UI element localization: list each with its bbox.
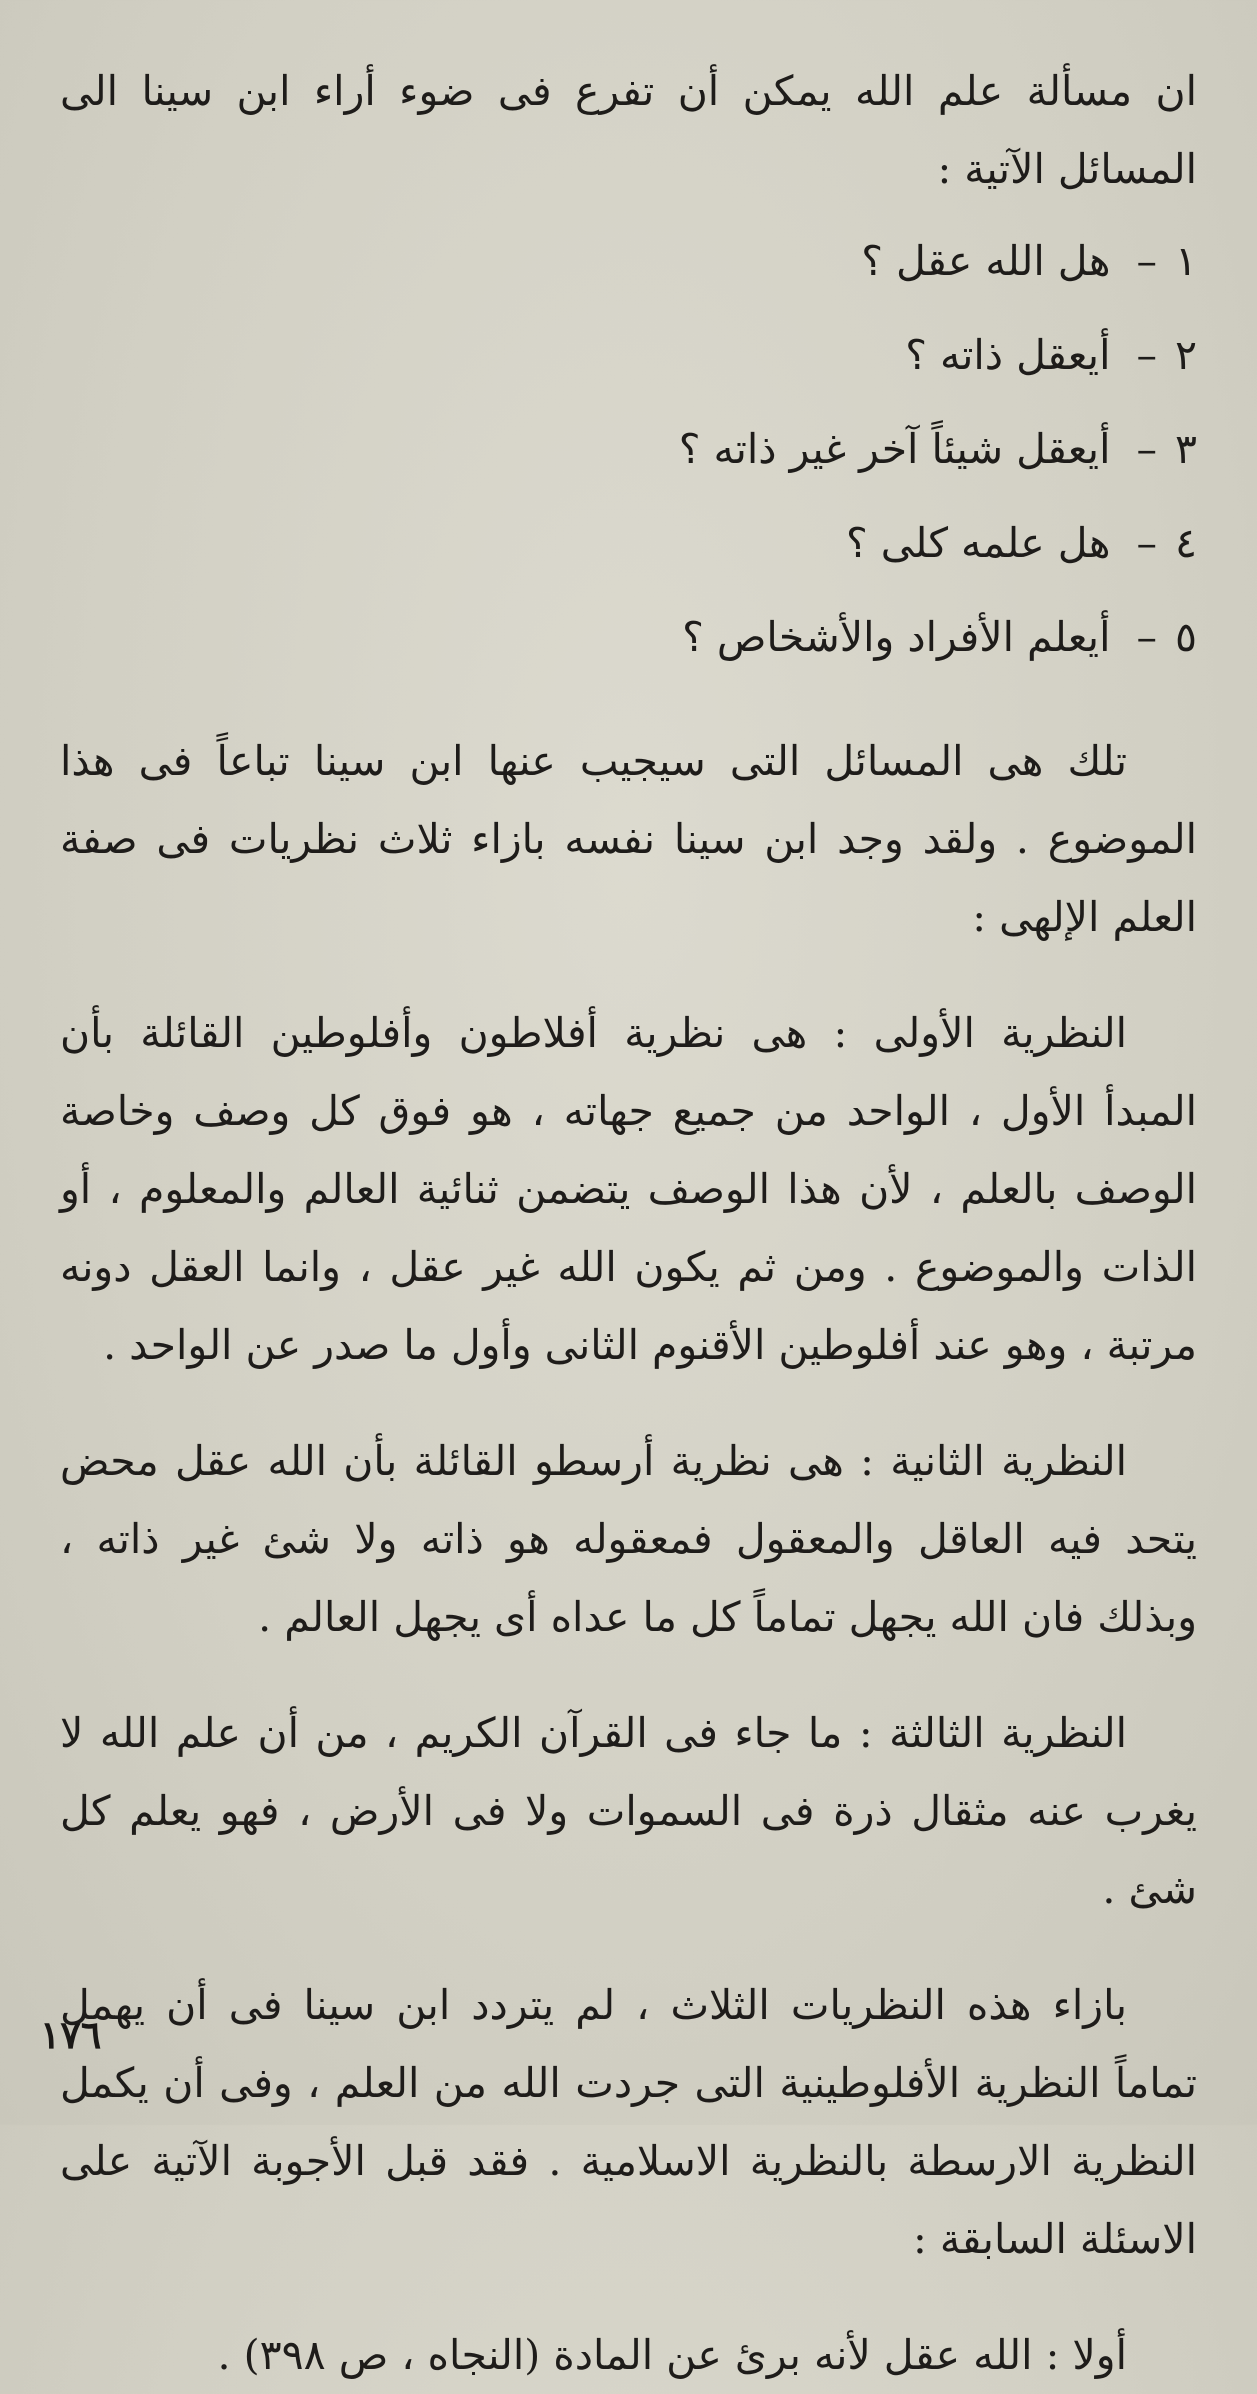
theory-1-text: هى نظرية أفلاطون وأفلوطين القائلة بأن المبدأ الأول ، الواحد من جميع جهاته ، هو فوق كل وصف وخاصة الوصف بالعلم ، لأن هذا الوصف يتضمن ثنائية العالم والمعلوم ، أو الذات والموضوع . ومن ثم يكون الله غير عقل ، وانما العقل دونه مرتبة ، وهو عند أفلوطين الأقنوم الثانى وأول ما صدر عن الواحد . [60,1009,1197,1369]
theory-1-label: النظرية الأولى : [833,1009,1127,1057]
question-number: ٥ [1174,613,1197,661]
question-number: ١ [1174,237,1197,285]
question-number: ٢ [1174,331,1197,379]
theory-2-paragraph [60,1422,1197,1656]
question-text: أيعلم الأفراد والأشخاص ؟ [682,613,1111,661]
question-item [60,402,1197,496]
question-dash: – [1136,613,1157,661]
question-dash: – [1136,425,1157,473]
question-item [60,496,1197,590]
theory-2-text: هى نظرية أرسطو القائلة بأن الله عقل محض يتحد فيه العاقل والمعقول فمعقوله هو ذاته ولا شئ غير ذاته ، وبذلك فان الله يجهل تماماً كل ما عداه أى يجهل العالم . [60,1437,1197,1641]
theory-3-paragraph [60,1694,1197,1928]
question-dash: – [1136,331,1157,379]
theory-2-label: النظرية الثانية : [860,1437,1127,1485]
intro-paragraph: ان مسألة علم الله يمكن أن تفرع فى ضوء أراء ابن سينا الى المسائل الآتية : [60,67,1197,193]
question-dash: – [1136,237,1157,285]
question-number: ٤ [1174,519,1197,567]
theory-3-label: النظرية الثالثة : [858,1709,1128,1757]
question-number: ٣ [1174,425,1197,473]
conclusion-paragraph: بازاء هذه النظريات الثلاث ، لم يتردد ابن سينا فى أن يهمل تماماً النظرية الأفلوطينية التى جردت الله من العلم ، وفى أن يكمل النظرية الارسطة بالنظرية الاسلامية . فقد قبل الأجوبة الآتية على الاسئلة السابقة : [60,1981,1197,2263]
page-number: ١٧٦ [40,2012,102,2057]
question-text: هل الله عقل ؟ [861,237,1111,285]
answer-1-label: أولا : [1045,2331,1127,2379]
question-text: أيعقل شيئاً آخر غير ذاته ؟ [678,425,1111,473]
question-text: هل علمه كلى ؟ [845,519,1111,567]
answer-1-text: الله عقل لأنه برئ عن المادة (النجاه ، ص ٣٩٨) . [217,2331,1033,2379]
question-text: أيعقل ذاته ؟ [905,331,1111,379]
question-item [60,214,1197,308]
book-page-text [60,52,1197,2394]
answer-1-paragraph [60,2316,1197,2394]
theory-1-paragraph [60,994,1197,1384]
transition-paragraph: تلك هى المسائل التى سيجيب عنها ابن سينا تباعاً فى هذا الموضوع . ولقد وجد ابن سينا نفسه بازاء ثلاث نظريات فى صفة العلم الإلهى : [60,737,1197,941]
question-dash: – [1136,519,1157,567]
theory-3-text: ما جاء فى القرآن الكريم ، من أن علم الله لا يغرب عنه مثقال ذرة فى السموات ولا فى الأرض ، فهو يعلم كل شئ . [60,1709,1197,1913]
question-list [60,214,1197,684]
question-item [60,308,1197,402]
question-item [60,590,1197,684]
